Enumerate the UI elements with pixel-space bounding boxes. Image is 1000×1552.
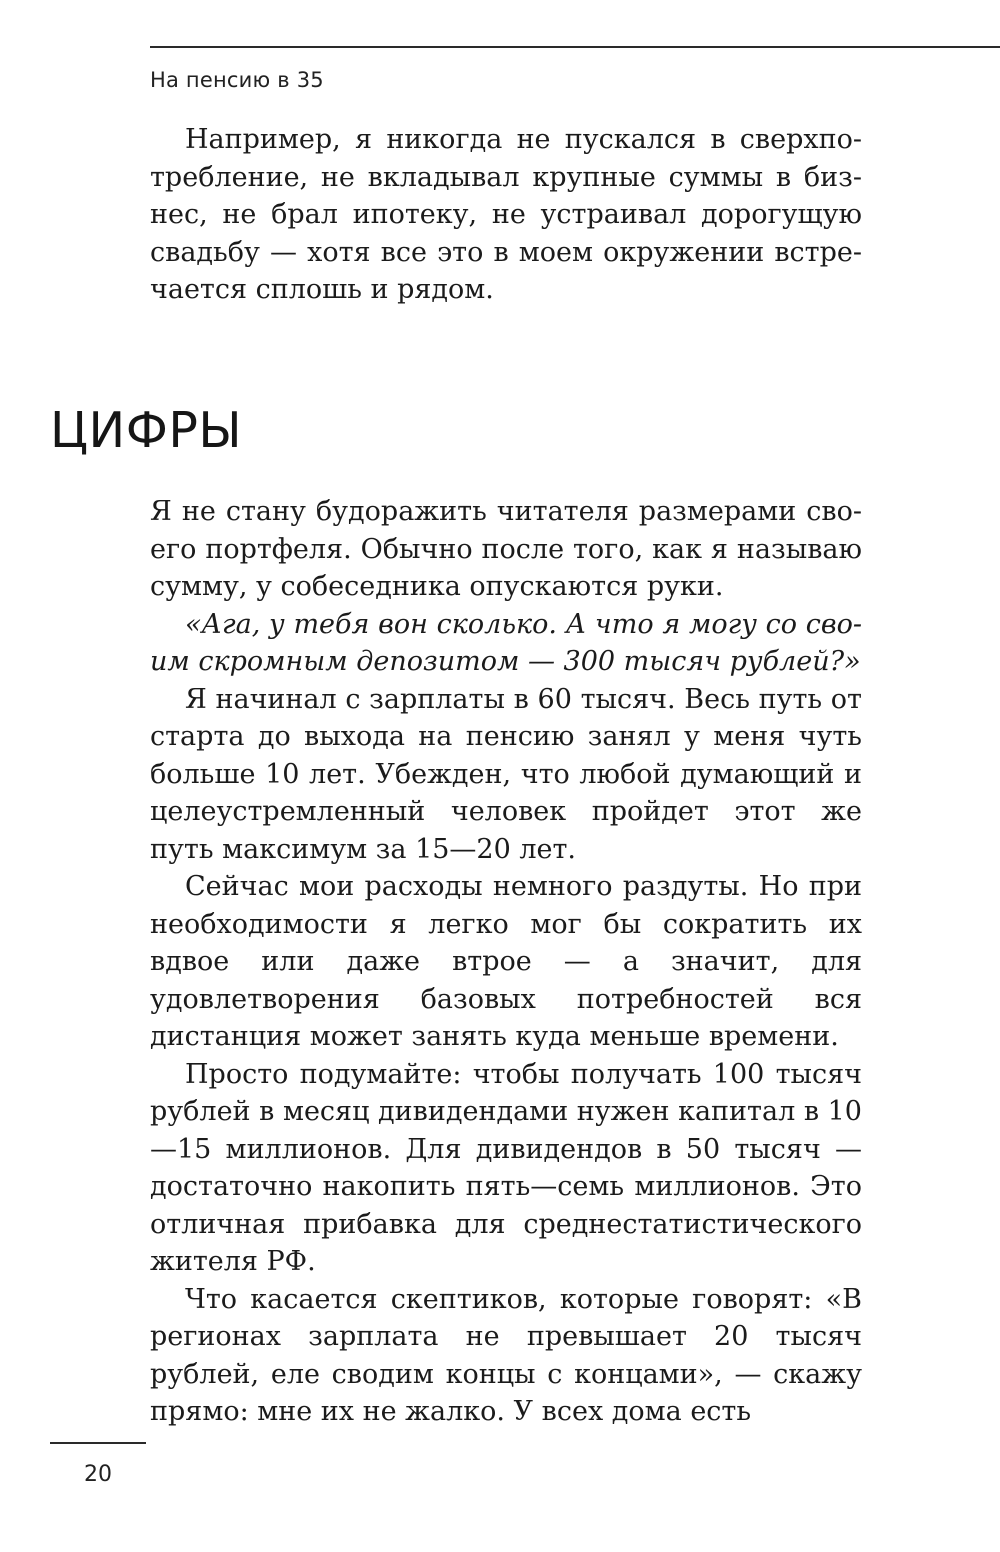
intro-text-block — [150, 121, 862, 309]
paragraph-expenses: Сейчас мои расходы немного раздуты. Но при необходимости я легко мог бы сократить их вдвое или даже втрое — а значит, для удовлетворения базовых потребностей вся дистанция может занять куда меньше времени. — [150, 871, 862, 1052]
intro-paragraph: Например, я никогда не пускался в сверхпотребление, не вкладывал крупные суммы в бизнес, не брал ипотеку, не устраивал дорогущую свадьбу — хотя все это в моем окружении встречается сплошь и рядом. — [150, 124, 862, 305]
main-text-block — [150, 493, 862, 1431]
paragraph-portfolio: Я не стану будоражить читателя размерами своего портфеля. Обычно после того, как я называю сумму, у собеседника опускаются руки. — [150, 496, 862, 602]
paragraph-quote: «Ага, у тебя вон сколько. А что я могу со своим скромным депозитом — 300 тысяч рублей?» — [150, 608, 862, 677]
footer-rule — [50, 1442, 146, 1444]
paragraph-dividends: Просто подумайте: чтобы получать 100 тысяч рублей в месяц дивидендами нужен капитал в 10—15 миллионов. Для дивидендов в 50 тысяч — достаточно накопить пять—семь миллионов. Это отличная прибавка для среднестатистического жителя РФ. — [150, 1058, 862, 1277]
page-number: 20 — [84, 1462, 112, 1487]
running-head: На пенсию в 35 — [150, 68, 324, 92]
header-rule — [150, 46, 1000, 48]
paragraph-salary: Я начинал с зарплаты в 60 тысяч. Весь путь от старта до выхода на пенсию занял у меня чуть больше 10 лет. Убежден, что любой думающий и целеустремленный человек пройдет этот же путь максимум за 15—20 лет. — [150, 683, 862, 865]
section-heading: ЦИФРЫ — [50, 402, 243, 459]
paragraph-skeptics: Что касается скептиков, которые говорят: «В регионах зарплата не превышает 20 тысяч рублей, еле сводим концы с концами», — скажу прямо: мне их не жалко. У всех дома есть — [150, 1283, 862, 1427]
